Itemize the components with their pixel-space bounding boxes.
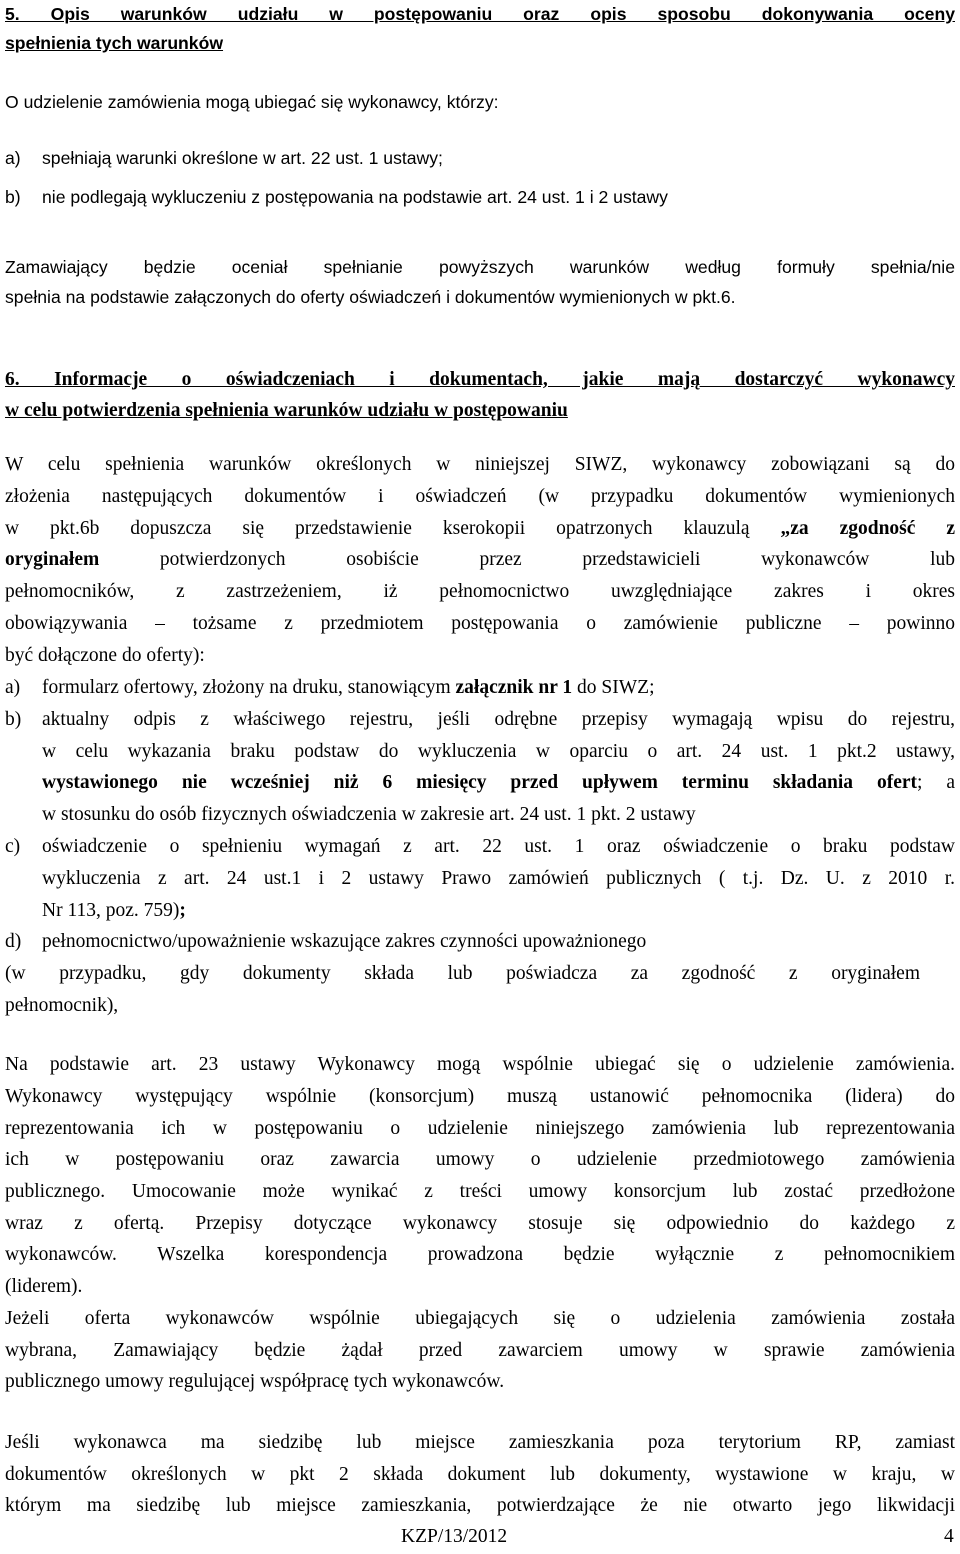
item-a-pre: formularz ofertowy, złożony na druku, stanowiącym — [42, 677, 456, 698]
foreign-line: Jeśli wykonawca ma siedzibę lub miejsce zamieszkania poza terytorium RP, zamiast — [5, 1432, 955, 1453]
consortium-line: reprezentowania ich w postępowaniu o udzielenie niniejszego zamówienia lub reprezentowania — [5, 1118, 955, 1139]
section-6-para-line-clause-2 — [5, 547, 955, 573]
consortium-line: Na podstawie art. 23 ustawy Wykonawcy mogą wspólnie ubiegać się o udzielenie zamówienia. — [5, 1054, 955, 1075]
consortium-line: wybrana, Zamawiający będzie żądał przed zawarciem umowy w sprawie zamówienia — [5, 1340, 955, 1361]
section-6-para-line: złożenia następujących dokumentów i oświadczeń (w przypadku dokumentów wymienionych — [5, 486, 955, 507]
consortium-line: publicznego umowy regulującej współpracę tych wykonawców. — [5, 1371, 505, 1392]
list-item-text: w stosunku do osób fizycznych oświadczenia w zakresie art. 24 ust. 1 pkt. 2 ustawy — [42, 804, 696, 825]
assessment-line-2: spełnia na podstawie załączonych do oferty oświadczeń i dokumentów wymienionych w pkt.6. — [5, 287, 736, 307]
clause-bold-2: oryginałem — [5, 549, 100, 570]
section-5-heading-line-1: 5. Opis warunków udziału w postępowaniu oraz opis sposobu dokonywania oceny — [5, 4, 955, 24]
list-item-continuation — [0, 866, 960, 892]
consortium-line: wraz z ofertą. Przepisy dotyczące wykonawcy stosuje się odpowiednio do każdego z — [5, 1213, 955, 1234]
consortium-line: Jeżeli oferta wykonawców wspólnie ubiegających się o udzielenia zamówienia została — [5, 1308, 955, 1329]
item-d-line-2: (w przypadku, gdy dokumenty składa lub poświadcza za zgodność z oryginałem — [5, 963, 920, 984]
section-6-para-text: w pkt.6b dopuszcza się przedstawienie kserokopii opatrzonych klauzulą — [5, 518, 750, 539]
clause-bold: „za zgodność z — [780, 518, 955, 539]
list-item-text — [42, 898, 186, 924]
list-item-text: aktualny odpis z właściwego rejestru, jeśli odrębne przepisy wymagają wpisu do rejestru, — [42, 709, 955, 730]
list-item-continuation — [0, 770, 960, 796]
consortium-line: ich w postępowaniu oraz zawarcia umowy o udzielenie przedmiotowego zamówienia — [5, 1149, 955, 1170]
section-6-para-line: W celu spełnienia warunków określonych w niniejszej SIWZ, wykonawcy zobowiązani są do — [5, 454, 955, 475]
item-c-text: Nr 113, poz. 759) — [42, 900, 180, 921]
list-item-label: a) — [5, 677, 21, 698]
item-c-bold: ; — [179, 900, 186, 921]
list-item-label: b) — [5, 187, 21, 207]
footer-reference: KZP/13/2012 — [401, 1526, 508, 1547]
list-item-text: oświadczenie o spełnieniu wymagań z art. 22 ust. 1 oraz oświadczenie o braku podstaw — [42, 836, 955, 857]
section-5-intro: O udzielenie zamówienia mogą ubiegać się wykonawcy, którzy: — [5, 92, 499, 112]
list-item-text: wykluczenia z art. 24 ust.1 i 2 ustawy Prawo zamówień publicznych ( t.j. Dz. U. z 2010 r. — [42, 868, 955, 889]
list-item-text — [42, 675, 655, 701]
assessment-line-1: Zamawiający będzie oceniał spełnianie powyższych warunków według formuły spełnia/nie — [5, 257, 955, 277]
section-6-heading-line-2: w celu potwierdzenia spełnienia warunków udziału w postępowaniu — [5, 400, 568, 421]
list-item-text: nie podlegają wykluczeniu z postępowania na podstawie art. 24 ust. 1 i 2 ustawy — [42, 187, 668, 207]
page-number: 4 — [944, 1526, 954, 1547]
section-6-heading-line-1: 6. Informacje o oświadczeniach i dokumentach, jakie mają dostarczyć wykonawcy — [5, 369, 955, 390]
list-item — [0, 834, 960, 860]
consortium-line: Wykonawcy występujący wspólnie (konsorcjum) muszą ustanowić pełnomocnika (lidera) do — [5, 1086, 955, 1107]
item-b-rest: ; a — [917, 772, 955, 793]
item-a-bold: załącznik nr 1 — [455, 677, 573, 698]
foreign-line: którym ma siedzibę lub miejsce zamieszkania, potwierdzające że nie otwarto jego likwidacji — [5, 1495, 955, 1516]
list-item-continuation — [0, 739, 960, 765]
list-item — [0, 707, 960, 733]
list-item-label: b) — [5, 709, 22, 730]
section-6-para-line: obowiązywania – tożsame z przedmiotem postępowania o zamówienie publiczne – powinno — [5, 613, 955, 634]
foreign-line: dokumentów określonych w pkt 2 składa dokument lub dokumenty, wystawione w kraju, w — [5, 1464, 955, 1485]
list-item-text — [42, 770, 955, 796]
list-item-label: c) — [5, 836, 21, 857]
section-6-para-line-clause — [5, 516, 955, 542]
consortium-line: publicznego. Umocowanie może wynikać z treści umowy konsorcjum lub zostać przedłożone — [5, 1181, 955, 1202]
item-a-post: do SIWZ; — [572, 677, 655, 698]
item-b-bold: wystawionego nie wcześniej niż 6 miesięcy przed upływem terminu składania ofert — [42, 772, 917, 793]
list-item-label: a) — [5, 148, 21, 168]
list-item-text: spełniają warunki określone w art. 22 ust. 1 ustawy; — [42, 148, 443, 168]
section-6-para-line: być dołączone do oferty): — [5, 645, 205, 666]
consortium-line: (liderem). — [5, 1276, 83, 1297]
list-item-text: w celu wykazania braku podstaw do wykluczenia w oparciu o art. 24 ust. 1 pkt.2 ustawy, — [42, 741, 955, 762]
list-item-label: d) — [5, 931, 22, 952]
clause-rest: potwierdzonych osobiście przez przedstawicieli wykonawców lub — [159, 549, 955, 570]
section-5-heading-line-2: spełnienia tych warunków — [5, 33, 224, 53]
consortium-line: wykonawców. Wszelka korespondencja prowadzona będzie wyłącznie z pełnomocnikiem — [5, 1244, 955, 1265]
item-d-line-3: pełnomocnik), — [5, 995, 119, 1016]
section-6-para-line: pełnomocników, z zastrzeżeniem, iż pełnomocnictwo uwzględniające zakres i okres — [5, 581, 955, 602]
list-item-text: pełnomocnictwo/upoważnienie wskazujące zakres czynności upoważnionego — [42, 931, 647, 952]
